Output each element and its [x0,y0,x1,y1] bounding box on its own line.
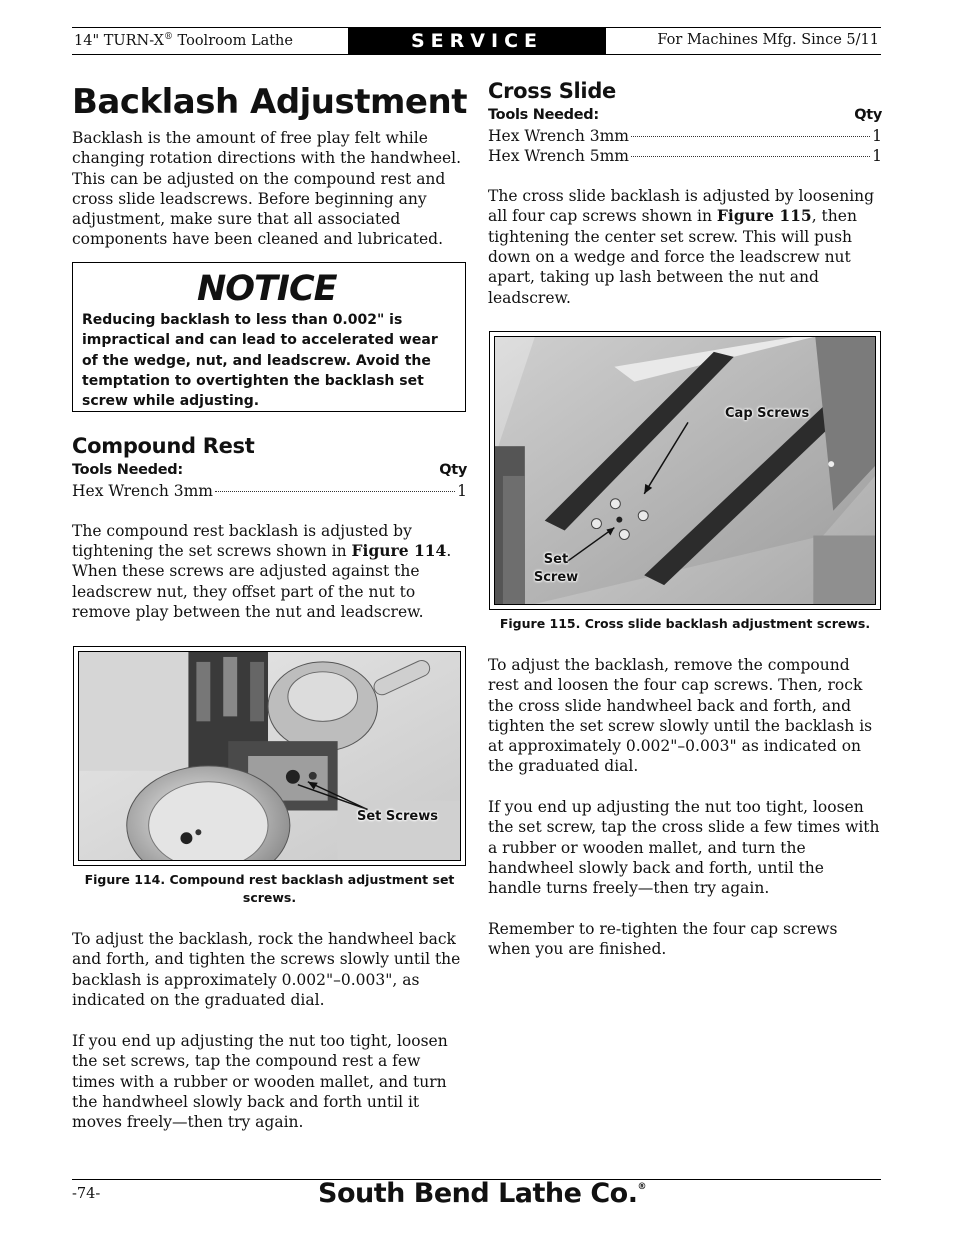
compound-section [72,436,467,622]
cross-paragraph-4: Remember to re-tighten the four cap screws when you are finished. [488,920,838,959]
compound-heading: Compound Rest [72,434,255,458]
compound-tool-row: Hex Wrench 3mm 1 [72,481,467,500]
page-title: Backlash Adjustment [72,82,467,122]
figure-115-caption: Figure 115. Cross slide backlash adjustment screws. [499,616,871,631]
cross-tools-header: Tools Needed: Qty [488,107,882,124]
header-section: SERVICE [348,28,606,54]
set-screw-callout: Set Screw [533,552,579,585]
page-number: -74- [72,1186,101,1202]
cross-section [488,81,882,308]
cross-tool-row: Hex Wrench 5mm 1 [488,146,882,165]
cap-screws-callout: Cap Screws [725,406,810,421]
compound-tools-header: Tools Needed: Qty [72,462,467,479]
set-screws-callout: Set Screws [357,809,438,824]
cross-slide-photo [494,336,876,605]
compound-paragraph-3: If you end up adjusting the nut too tight, loosen the set screws, tap the compound rest a few times with a rubber or wooden mallet, and turn the handwheel slowly back and forth until it moves freely—then try again. [72,1032,448,1132]
cross-paragraph-3: If you end up adjusting the nut too tight, loosen the set screw, tap the cross slide a few times with a rubber or wooden mallet, and turn the handwheel slowly back and forth, until the handle turns freely—then try again. [488,798,880,898]
header-model: 14" TURN-X® Toolroom Lathe [74,32,293,49]
notice-title: NOTICE [197,269,337,309]
figure-114 [73,646,466,866]
cross-paragraph-1: The cross slide backlash is adjusted by loosening all four cap screws shown in Figure 115, then tightening the center set screw. This will push down on a wedge and force the leadscrew nut apart, taking up lash between the nut and leadscrew. [488,187,875,307]
cross-tool-row: Hex Wrench 3mm 1 [488,126,882,145]
header-mfg-date: For Machines Mfg. Since 5/11 [657,32,879,48]
cross-heading: Cross Slide [488,79,617,103]
intro-paragraph: Backlash is the amount of free play felt while changing rotation directions with the handwheel. This can be adjusted on the compound rest and cross slide leadscrews. Before beginning any adjustment, make sure that all associated components have been cleaned and lubricated. [72,129,462,249]
figure-114-caption: Figure 114. Compound rest backlash adjustment set screws. [84,872,455,905]
page-header [72,27,881,55]
notice-text: Reducing backlash to less than 0.002" is impractical and can lead to accelerated wear of the wedge, nut, and leadscrew. Avoid the temptation to overtighten the backlash set screw while adjusting. [82,312,438,410]
figure-115 [489,331,881,610]
brand-logo: South Bend Lathe Co.® [318,1178,646,1209]
compound-paragraph-1: The compound rest backlash is adjusted by tightening the set screws shown in Figure 114. When these screws are adjusted against the leadscrew nut, they offset part of the nut to remove play between the nut and leadscrew. [72,521,452,622]
compound-rest-photo [78,651,461,861]
compound-paragraph-2: To adjust the backlash, rock the handwheel back and forth, and tighten the screws slowly until the backlash is approximately 0.002"–0.003", as indicated on the graduated dial. [72,930,461,1009]
notice-box [72,262,466,412]
cross-paragraph-2: To adjust the backlash, remove the compound rest and loosen the four cap screws. Then, rock the cross slide handwheel back and forth, and tighten the set screw slowly until the backlash is at approximately 0.002"–0.003" as indicated on the graduated dial. [488,656,873,776]
